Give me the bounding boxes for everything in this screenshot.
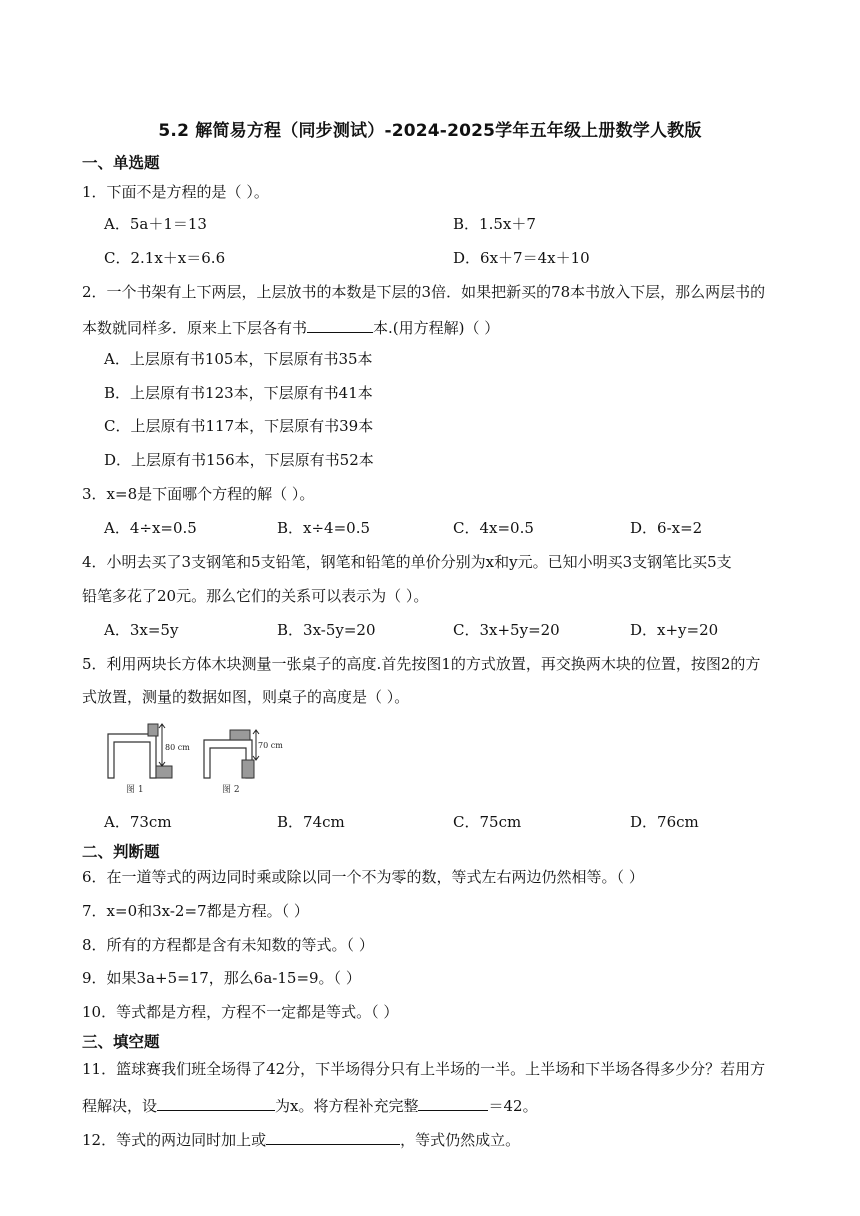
question-9: 9．如果3a+5=17，那么6a-15=9。（ ） xyxy=(82,969,361,987)
table-height-diagram xyxy=(104,720,284,800)
question-3-option-b[interactable]: B．x÷4=0.5 xyxy=(277,519,371,537)
section-heading-fill-in: 三、填空题 xyxy=(82,1033,160,1051)
question-12-blank[interactable] xyxy=(266,1128,400,1145)
question-11-text-b: 为x。将方程补充完整 xyxy=(275,1097,419,1115)
question-5-option-a[interactable]: A．73cm xyxy=(104,813,172,831)
question-2-option-d[interactable]: D．上层原有书156本，下层原有书52本 xyxy=(104,451,374,469)
question-10: 10．等式都是方程，方程不一定都是等式。（ ） xyxy=(82,1003,399,1021)
question-2-stem-line2 xyxy=(82,316,499,338)
question-2-stem-line1: 2．一个书架有上下两层，上层放书的本数是下层的3倍．如果把新买的78本书放入下层，那么两层书的 xyxy=(82,283,766,301)
question-5-option-b[interactable]: B．74cm xyxy=(277,813,345,831)
question-4-option-d[interactable]: D．x+y=20 xyxy=(630,621,719,639)
question-2-text-before-blank: 本数就同样多．原来上下层各有书 xyxy=(82,319,308,337)
table-height-figure xyxy=(104,720,284,800)
question-4-option-c[interactable]: C．3x+5y=20 xyxy=(453,621,560,639)
question-11-stem-line1: 11．篮球赛我们班全场得了42分，下半场得分只有上半场的一半。上半场和下半场各得多少分？若用方 xyxy=(82,1060,766,1078)
question-1-stem: 1．下面不是方程的是（ ）。 xyxy=(82,183,269,201)
question-11-text-a: 程解决，设 xyxy=(82,1097,158,1115)
question-11-blank-variable[interactable] xyxy=(157,1094,275,1111)
question-3-stem: 3．x=8是下面哪个方程的解（ ）。 xyxy=(82,485,315,503)
question-4-stem-line2: 铅笔多花了20元。那么它们的关系可以表示为（ ）。 xyxy=(82,587,429,605)
question-2-text-after-blank: 本.(用方程解)（ ） xyxy=(373,319,500,337)
question-2-option-b[interactable]: B．上层原有书123本，下层原有书41本 xyxy=(104,384,373,402)
question-1-option-d[interactable]: D．6x＋7＝4x＋10 xyxy=(453,249,590,267)
question-11-stem-line2 xyxy=(82,1094,538,1116)
question-3-option-d[interactable]: D．6-x=2 xyxy=(630,519,703,537)
question-5-stem-line2: 式放置，测量的数据如图，则桌子的高度是（ ）。 xyxy=(82,688,410,706)
question-11-blank-equation[interactable] xyxy=(418,1094,488,1111)
question-11-text-c: ＝42。 xyxy=(488,1097,538,1115)
figure-1-measurement: 80 cm xyxy=(165,743,190,752)
question-4-option-b[interactable]: B．3x-5y=20 xyxy=(277,621,376,639)
question-6: 6．在一道等式的两边同时乘或除以同一个不为零的数，等式左右两边仍然相等。（ ） xyxy=(82,868,644,886)
question-1-option-a[interactable]: A．5a＋1＝13 xyxy=(104,215,207,233)
question-12 xyxy=(82,1128,520,1150)
section-heading-true-false: 二、判断题 xyxy=(82,843,160,861)
question-12-text-after-blank: ，等式仍然成立。 xyxy=(400,1131,521,1149)
question-1-option-c[interactable]: C．2.1x＋x＝6.6 xyxy=(104,249,226,267)
question-5-option-d[interactable]: D．76cm xyxy=(630,813,699,831)
question-1-option-b[interactable]: B．1.5x＋7 xyxy=(453,215,536,233)
figure-2-caption: 图 2 xyxy=(222,785,240,795)
question-2-option-c[interactable]: C．上层原有书117本，下层原有书39本 xyxy=(104,417,374,435)
question-3-option-a[interactable]: A．4÷x=0.5 xyxy=(104,519,197,537)
figure-1-table xyxy=(108,724,172,778)
figure-2-table xyxy=(204,730,259,778)
question-5-option-c[interactable]: C．75cm xyxy=(453,813,522,831)
figure-2-measurement: 70 cm xyxy=(258,741,283,750)
question-7: 7．x=0和3x-2=7都是方程。（ ） xyxy=(82,902,309,920)
question-2-option-a[interactable]: A．上层原有书105本，下层原有书35本 xyxy=(104,350,373,368)
page-title: 5.2 解简易方程（同步测试）-2024-2025学年五年级上册数学人教版 xyxy=(158,121,702,141)
figure-1-caption: 图 1 xyxy=(126,785,144,795)
question-4-option-a[interactable]: A．3x=5y xyxy=(104,621,179,639)
question-12-text-before-blank: 12．等式的两边同时加上或 xyxy=(82,1131,267,1149)
question-5-stem-line1: 5．利用两块长方体木块测量一张桌子的高度.首先按图1的方式放置，再交换两木块的位置，按图2的方 xyxy=(82,655,761,673)
question-3-option-c[interactable]: C．4x=0.5 xyxy=(453,519,534,537)
section-heading-single-choice: 一、单选题 xyxy=(82,154,160,172)
question-2-answer-blank[interactable] xyxy=(307,316,373,333)
question-4-stem-line1: 4．小明去买了3支钢笔和5支铅笔，钢笔和铅笔的单价分别为x和y元。已知小明买3支钢笔比买5支 xyxy=(82,553,732,571)
question-8: 8．所有的方程都是含有未知数的等式。（ ） xyxy=(82,936,374,954)
